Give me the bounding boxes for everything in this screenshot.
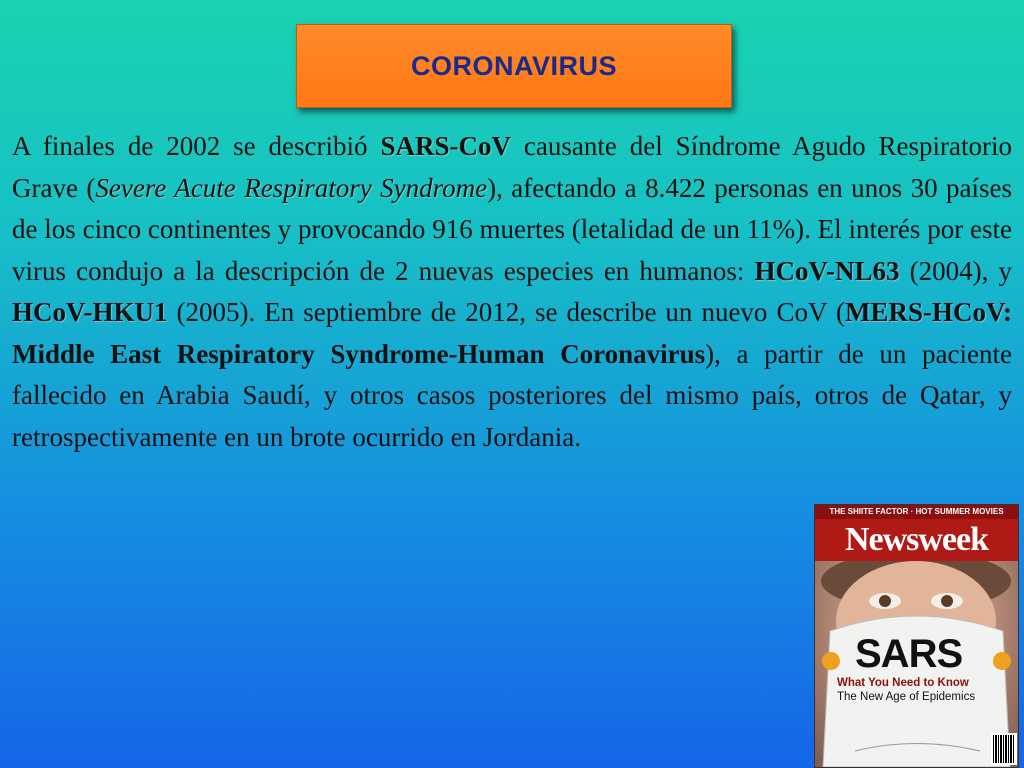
- term-sars-cov: SARS-CoV: [380, 131, 511, 161]
- text-segment: causante del Síndrome Agudo Respiratorio Grave (: [12, 131, 1012, 203]
- text-segment: (2005). En septiembre de 2012, se describe un nuevo CoV (: [167, 297, 845, 327]
- title-box: [296, 24, 732, 108]
- newsweek-cover-image: [815, 505, 1018, 767]
- slide-title: CORONAVIRUS: [410, 50, 617, 81]
- text-segment: :: [736, 255, 755, 286]
- cover-headline: SARS: [855, 632, 963, 676]
- cover-topline: THE SHIITE FACTOR · HOT SUMMER MOVIES: [815, 505, 1018, 519]
- cover-masthead: Newsweek: [815, 519, 1018, 561]
- term-hcov-nl63: HCoV-NL63: [754, 255, 900, 286]
- term-hcov-hku1: HCoV-HKU1: [12, 297, 168, 327]
- term-mers-hcov: MERS-HCoV: [844, 297, 1003, 327]
- text-segment: ), afectando a 8.422 personas en unos 30 países de los cinco continentes y provocando 916 muertes (letalidad de un 11%). El interés por este virus condujo a la descripción de 2 nuevas especies en humanos: [12, 172, 1013, 286]
- cover-subheadline-2: The New Age of Epidemics: [837, 691, 976, 703]
- term-mers-full: : Middle East Respiratory Syndrome-Human Coronavirus: [12, 297, 1012, 369]
- term-sars-english: Severe Acute Respiratory Syndrome: [95, 172, 488, 203]
- text-segment: y: [998, 255, 1013, 286]
- text-segment: A finales de 2002 se describió: [12, 131, 381, 161]
- text-segment: ), a partir de un paciente fallecido en Arabia Saudí, y otros casos posteriores del mismo país, otros de Qatar, y retrospectivamente en un brote ocurrido en Jordania.: [12, 338, 1012, 452]
- body-paragraph: [12, 126, 1012, 458]
- barcode-icon: [991, 733, 1017, 765]
- cover-subheadline-1: What You Need to Know: [837, 677, 969, 689]
- text-segment: (2004),: [899, 255, 999, 286]
